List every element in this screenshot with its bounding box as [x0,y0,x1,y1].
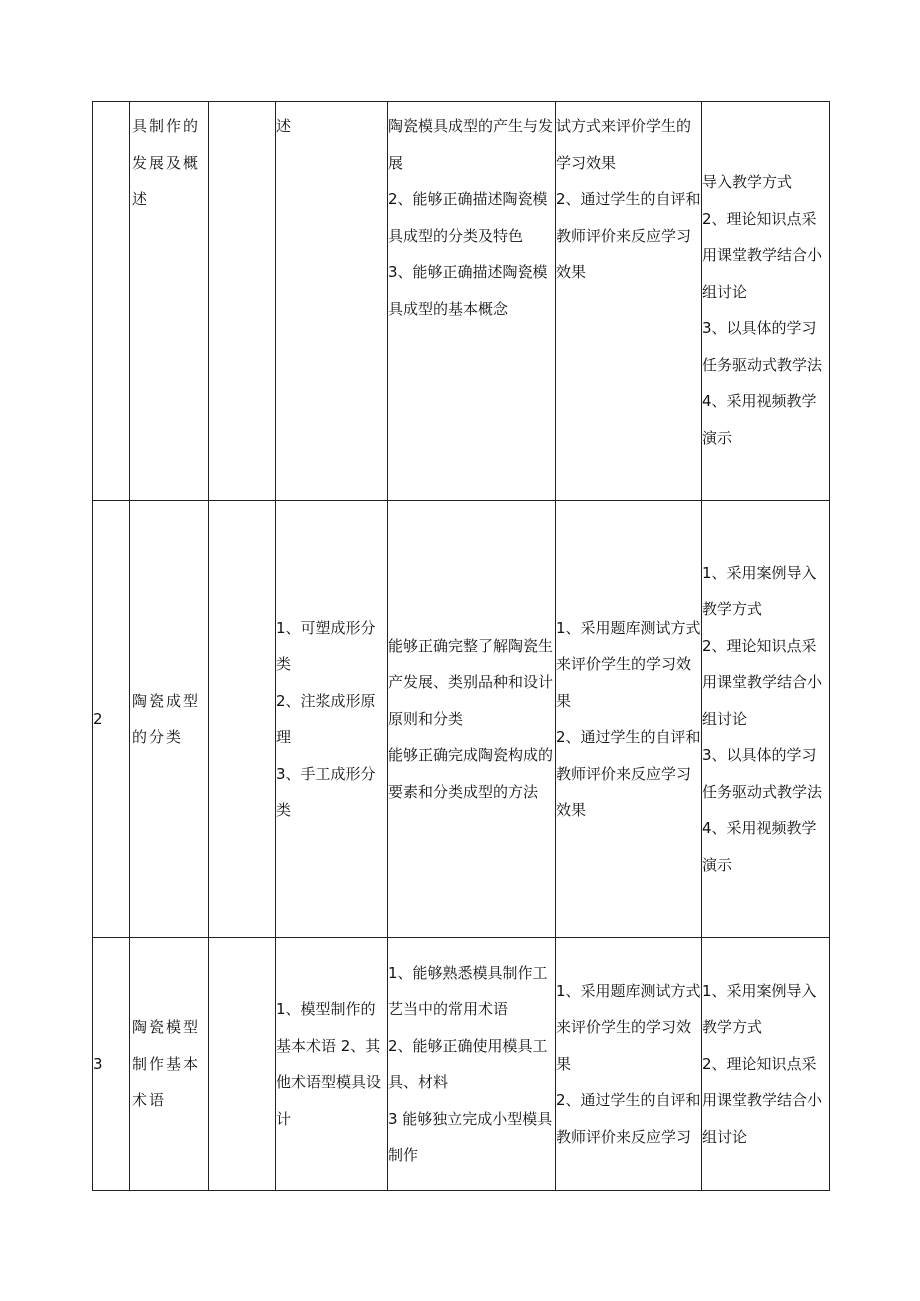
content-cell: 1、模型制作的基本术语 2、其他术语型模具设计 [276,938,388,1191]
table-row [93,501,830,938]
methods-cell: 导入教学方式 2、理论知识点采用课堂教学结合小组讨论 3、以具体的学习任务驱动式教学法 4、采用视频教学演示 [702,102,830,501]
unit-title-cell: 具制作的发展及概述 [130,102,209,501]
row-number-cell: 3 [93,938,130,1191]
methods-cell: 1、采用案例导入教学方式 2、理论知识点采用课堂教学结合小组讨论 3、以具体的学习任务驱动式教学法 4、采用视频教学演示 [702,501,830,938]
course-table [92,101,830,1191]
evaluation-cell: 1、采用题库测试方式来评价学生的学习效 果 2、通过学生的自评和教师评价来反应学习 [556,938,702,1191]
content-cell: 1、可塑成形分类 2、注浆成形原理 3、手工成形分类 [276,501,388,938]
unit-title-cell: 陶瓷成型的分类 [130,501,209,938]
evaluation-cell: 1、采用题库测试方式来评价学生的学习效果 2、通过学生的自评和教师评价来反应学习效果 [556,501,702,938]
table-row [93,938,830,1191]
goals-cell: 陶瓷模具成型的产生与发展 2、能够正确描述陶瓷模具成型的分类及特色 3、能够正确描述陶瓷模具成型的基本概念 [388,102,556,501]
unit-title-cell: 陶瓷模型制作基本术语 [130,938,209,1191]
blank-cell [209,501,276,938]
content-cell: 述 [276,102,388,501]
table-row [93,102,830,501]
goals-cell: 能够正确完整了解陶瓷生产发展、类别品种和设计原则和分类 能够正确完成陶瓷构成的要素和分类成型的方法 [388,501,556,938]
blank-cell [209,102,276,501]
row-number-cell: 2 [93,501,130,938]
methods-cell: 1、采用案例导入教学方式 2、理论知识点采用课堂教学结合小组讨论 [702,938,830,1191]
blank-cell [209,938,276,1191]
row-number-cell [93,102,130,501]
evaluation-cell: 试方式来评价学生的学习效果 2、通过学生的自评和教师评价来反应学习效果 [556,102,702,501]
goals-cell: 1、能够熟悉模具制作工艺当中的常用术语 2、能够正确使用模具工具、材料 3 能够独立完成小型模具制作 [388,938,556,1191]
